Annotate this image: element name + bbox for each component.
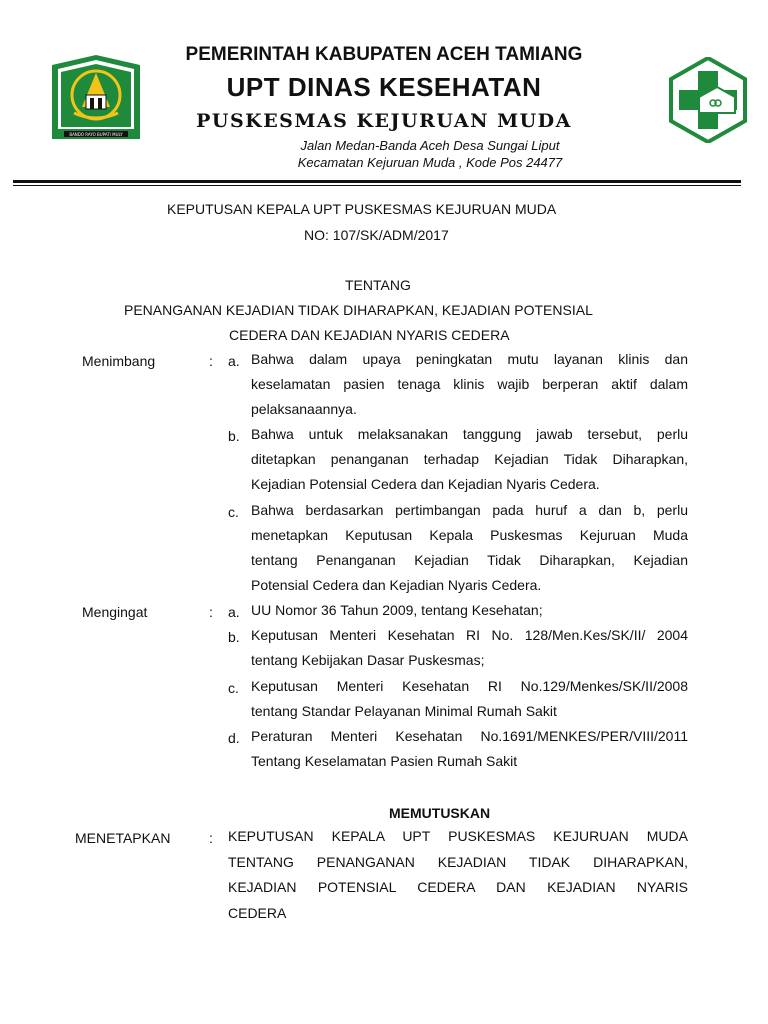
decree-title: KEPUTUSAN KEPALA UPT PUSKESMAS KEJURUAN MUDA (167, 201, 557, 217)
decree-subject-line1: PENANGANAN KEJADIAN TIDAK DIHARAPKAN, KEJADIAN POTENSIAL (124, 302, 593, 318)
tentang-heading: TENTANG (345, 277, 411, 293)
menetapkan-content: KEPUTUSAN KEPALA UPT PUSKESMAS KEJURUAN MUDA TENTANG PENANGANAN KEJADIAN TIDAK DIHARAPKAN, KEJADIAN POTENSIAL CEDERA DAN KEJADIAN NYARIS CEDERA (228, 828, 688, 921)
mengingat-label: Mengingat (82, 604, 148, 620)
menimbang-label: Menimbang (82, 353, 156, 369)
menimbang-item-b: Bahwa untuk melaksanakan tanggung jawab tersebut, perlu ditetapkan penanganan terhadap Kejadian Tidak Diharapkan, Kejadian Potensial Cedera dan Kejadian Nyaris Cedera. (251, 426, 688, 492)
menimbang-colon: : (209, 353, 213, 369)
decree-subject-line2: CEDERA DAN KEJADIAN NYARIS CEDERA (229, 327, 510, 343)
menimbang-letter-b: b. (228, 428, 240, 444)
mengingat-item-b: Keputusan Menteri Kesehatan RI No. 128/Men.Kes/SK/II/ 2004 tentang Kebijakan Dasar Puskesmas; (251, 627, 688, 668)
menetapkan-colon: : (209, 830, 213, 846)
menimbang-letter-c: c. (228, 504, 239, 520)
decree-number: NO: 107/SK/ADM/2017 (304, 227, 449, 243)
header-puskesmas: PUSKESMAS KEJURUAN MUDA (196, 110, 572, 132)
mengingat-letter-a: a. (228, 604, 240, 620)
mengingat-letter-b: b. (228, 629, 240, 645)
header-divider-thin (13, 185, 741, 186)
mengingat-colon: : (209, 604, 213, 620)
memutuskan-heading: MEMUTUSKAN (389, 805, 491, 821)
emblem-caption: BANDO RAYO BUPATI MULY (69, 132, 123, 137)
header-government: PEMERINTAH KABUPATEN ACEH TAMIANG (185, 44, 583, 65)
mengingat-item-d: Peraturan Menteri Kesehatan No.1691/MENKES/PER/VIII/2011 Tentang Keselamatan Pasien Rumah Sakit (251, 728, 688, 769)
mengingat-letter-c: c. (228, 680, 239, 696)
header-address-line2: Kecamatan Kejuruan Muda , Kode Pos 24477 (297, 155, 563, 170)
menimbang-item-a: Bahwa dalam upaya peningkatan mutu layanan klinis dan keselamatan pasien tenaga klinis wajib berperan aktif dalam pelaksanaannya. (251, 351, 688, 417)
mengingat-item-c: Keputusan Menteri Kesehatan RI No.129/Menkes/SK/II/2008 tentang Standar Pelayanan Minimal Rumah Sakit (251, 678, 688, 719)
menetapkan-label: MENETAPKAN (75, 830, 171, 846)
menimbang-item-c: Bahwa berdasarkan pertimbangan pada huruf a dan b, perlu menetapkan Keputusan Kepala Puskesmas Kejuruan Muda tentang Penanganan Kejadian Tidak Diharapkan, Kejadian Potensial Cedera dan Kejadian Nyaris Cedera. (251, 502, 688, 593)
menimbang-letter-a: a. (228, 353, 240, 369)
mengingat-item-a: UU Nomor 36 Tahun 2009, tentang Kesehatan; (251, 602, 543, 618)
header-agency: UPT DINAS KESEHATAN (226, 72, 542, 102)
header-address-line1: Jalan Medan-Banda Aceh Desa Sungai Liput (300, 138, 560, 153)
header-divider-thick (13, 180, 741, 183)
mengingat-letter-d: d. (228, 730, 240, 746)
